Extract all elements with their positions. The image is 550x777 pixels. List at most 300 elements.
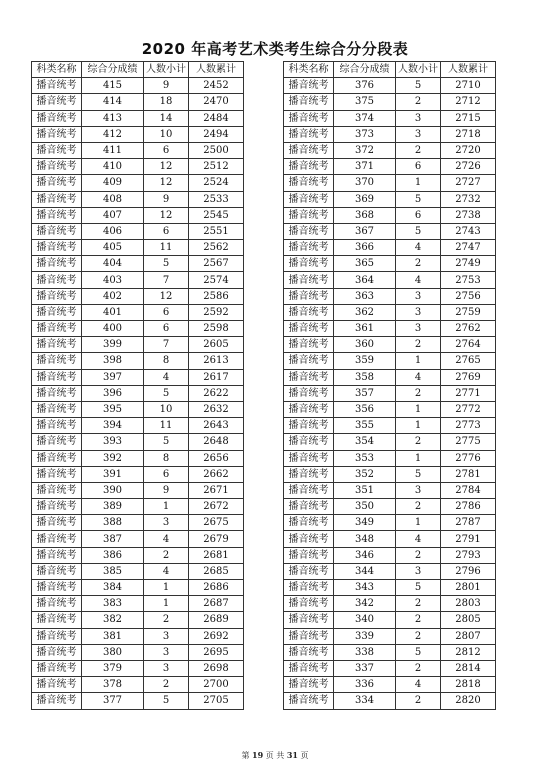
table-row [32, 207, 244, 223]
score-cell: 342 [334, 596, 396, 612]
table-row [284, 628, 496, 644]
table-row [32, 693, 244, 709]
column-header: 综合分成绩 [334, 62, 396, 78]
subject-cell: 播音统考 [32, 418, 82, 434]
subject-cell: 播音统考 [32, 401, 82, 417]
cumulative-cell: 2613 [189, 353, 244, 369]
table-row [284, 223, 496, 239]
cumulative-cell: 2643 [189, 418, 244, 434]
subject-cell: 播音统考 [284, 450, 334, 466]
cumulative-cell: 2671 [189, 482, 244, 498]
cumulative-cell: 2598 [189, 321, 244, 337]
score-cell: 362 [334, 304, 396, 320]
table-row [284, 126, 496, 142]
table-row [32, 482, 244, 498]
score-cell: 366 [334, 240, 396, 256]
score-cell: 334 [334, 693, 396, 709]
cumulative-cell: 2679 [189, 531, 244, 547]
table-row [32, 418, 244, 434]
score-cell: 406 [82, 223, 144, 239]
subject-cell: 播音统考 [284, 272, 334, 288]
cumulative-cell: 2567 [189, 256, 244, 272]
score-cell: 358 [334, 369, 396, 385]
subject-cell: 播音统考 [32, 94, 82, 110]
subject-cell: 播音统考 [32, 450, 82, 466]
subject-cell: 播音统考 [32, 240, 82, 256]
cumulative-cell: 2715 [441, 110, 496, 126]
cumulative-cell: 2759 [441, 304, 496, 320]
score-cell: 398 [82, 353, 144, 369]
count-cell: 5 [396, 78, 441, 94]
table-row [284, 159, 496, 175]
count-cell: 2 [396, 547, 441, 563]
count-cell: 2 [396, 612, 441, 628]
subject-cell: 播音统考 [32, 531, 82, 547]
table-row [32, 272, 244, 288]
subject-cell: 播音统考 [284, 288, 334, 304]
table-row [284, 499, 496, 515]
subject-cell: 播音统考 [32, 466, 82, 482]
score-cell: 409 [82, 175, 144, 191]
count-cell: 1 [396, 401, 441, 417]
cumulative-cell: 2484 [189, 110, 244, 126]
count-cell: 6 [144, 223, 189, 239]
score-cell: 402 [82, 288, 144, 304]
count-cell: 3 [144, 515, 189, 531]
count-cell: 2 [144, 677, 189, 693]
count-cell: 5 [396, 580, 441, 596]
subject-cell: 播音统考 [32, 353, 82, 369]
cumulative-cell: 2470 [189, 94, 244, 110]
cumulative-cell: 2533 [189, 191, 244, 207]
subject-cell: 播音统考 [32, 142, 82, 158]
count-cell: 2 [396, 142, 441, 158]
table-row [284, 175, 496, 191]
column-header: 人数累计 [441, 62, 496, 78]
subject-cell: 播音统考 [32, 644, 82, 660]
subject-cell: 播音统考 [32, 515, 82, 531]
table-row [32, 660, 244, 676]
table-row [32, 401, 244, 417]
cumulative-cell: 2812 [441, 644, 496, 660]
table-row [284, 596, 496, 612]
score-cell: 340 [334, 612, 396, 628]
subject-cell: 播音统考 [284, 644, 334, 660]
subject-cell: 播音统考 [284, 660, 334, 676]
score-cell: 403 [82, 272, 144, 288]
score-cell: 369 [334, 191, 396, 207]
subject-cell: 播音统考 [32, 321, 82, 337]
count-cell: 4 [396, 240, 441, 256]
subject-cell: 播音统考 [32, 693, 82, 709]
subject-cell: 播音统考 [32, 369, 82, 385]
table-row [284, 677, 496, 693]
table-row [32, 304, 244, 320]
score-cell: 372 [334, 142, 396, 158]
count-cell: 2 [396, 434, 441, 450]
count-cell: 2 [396, 256, 441, 272]
score-cell: 395 [82, 401, 144, 417]
subject-cell: 播音统考 [32, 482, 82, 498]
column-header: 科类名称 [32, 62, 82, 78]
score-cell: 413 [82, 110, 144, 126]
subject-cell: 播音统考 [32, 207, 82, 223]
score-cell: 356 [334, 401, 396, 417]
table-row [284, 563, 496, 579]
subject-cell: 播音统考 [284, 337, 334, 353]
table-row [284, 418, 496, 434]
cumulative-cell: 2818 [441, 677, 496, 693]
cumulative-cell: 2753 [441, 272, 496, 288]
count-cell: 3 [396, 321, 441, 337]
score-cell: 346 [334, 547, 396, 563]
cumulative-cell: 2675 [189, 515, 244, 531]
table-row [284, 110, 496, 126]
subject-cell: 播音统考 [284, 434, 334, 450]
subject-cell: 播音统考 [284, 385, 334, 401]
count-cell: 8 [144, 353, 189, 369]
count-cell: 6 [144, 321, 189, 337]
count-cell: 7 [144, 272, 189, 288]
cumulative-cell: 2692 [189, 628, 244, 644]
subject-cell: 播音统考 [284, 563, 334, 579]
score-cell: 360 [334, 337, 396, 353]
cumulative-cell: 2738 [441, 207, 496, 223]
count-cell: 18 [144, 94, 189, 110]
cumulative-cell: 2512 [189, 159, 244, 175]
count-cell: 9 [144, 191, 189, 207]
table-row [32, 175, 244, 191]
score-cell: 401 [82, 304, 144, 320]
subject-cell: 播音统考 [32, 434, 82, 450]
cumulative-cell: 2801 [441, 580, 496, 596]
count-cell: 12 [144, 175, 189, 191]
score-cell: 377 [82, 693, 144, 709]
subject-cell: 播音统考 [284, 677, 334, 693]
cumulative-cell: 2695 [189, 644, 244, 660]
score-cell: 404 [82, 256, 144, 272]
cumulative-cell: 2574 [189, 272, 244, 288]
score-cell: 412 [82, 126, 144, 142]
cumulative-cell: 2672 [189, 499, 244, 515]
count-cell: 5 [396, 644, 441, 660]
table-row [284, 207, 496, 223]
cumulative-cell: 2726 [441, 159, 496, 175]
table-row [284, 644, 496, 660]
subject-cell: 播音统考 [284, 110, 334, 126]
subject-cell: 播音统考 [284, 531, 334, 547]
score-cell: 364 [334, 272, 396, 288]
cumulative-cell: 2771 [441, 385, 496, 401]
count-cell: 3 [396, 110, 441, 126]
subject-cell: 播音统考 [284, 304, 334, 320]
score-cell: 400 [82, 321, 144, 337]
column-header: 人数小计 [396, 62, 441, 78]
table-row [284, 515, 496, 531]
cumulative-cell: 2681 [189, 547, 244, 563]
cumulative-cell: 2710 [441, 78, 496, 94]
subject-cell: 播音统考 [284, 401, 334, 417]
cumulative-cell: 2689 [189, 612, 244, 628]
count-cell: 12 [144, 288, 189, 304]
count-cell: 5 [144, 256, 189, 272]
cumulative-cell: 2452 [189, 78, 244, 94]
table-row [284, 191, 496, 207]
score-cell: 391 [82, 466, 144, 482]
count-cell: 4 [396, 531, 441, 547]
score-cell: 379 [82, 660, 144, 676]
cumulative-cell: 2500 [189, 142, 244, 158]
subject-cell: 播音统考 [284, 321, 334, 337]
table-row [284, 288, 496, 304]
subject-cell: 播音统考 [32, 288, 82, 304]
score-cell: 353 [334, 450, 396, 466]
count-cell: 12 [144, 159, 189, 175]
cumulative-cell: 2562 [189, 240, 244, 256]
table-row [284, 660, 496, 676]
table-row [284, 482, 496, 498]
subject-cell: 播音统考 [32, 563, 82, 579]
subject-cell: 播音统考 [284, 207, 334, 223]
table-row [32, 644, 244, 660]
table-row [32, 466, 244, 482]
score-cell: 361 [334, 321, 396, 337]
subject-cell: 播音统考 [284, 369, 334, 385]
table-row [284, 337, 496, 353]
score-cell: 365 [334, 256, 396, 272]
cumulative-cell: 2551 [189, 223, 244, 239]
subject-cell: 播音统考 [284, 126, 334, 142]
subject-cell: 播音统考 [284, 596, 334, 612]
cumulative-cell: 2773 [441, 418, 496, 434]
count-cell: 6 [396, 207, 441, 223]
cumulative-cell: 2718 [441, 126, 496, 142]
cumulative-cell: 2749 [441, 256, 496, 272]
table-header-row [284, 62, 496, 78]
table-row [284, 531, 496, 547]
score-cell: 385 [82, 563, 144, 579]
score-cell: 396 [82, 385, 144, 401]
subject-cell: 播音统考 [284, 499, 334, 515]
subject-cell: 播音统考 [32, 256, 82, 272]
table-row [32, 337, 244, 353]
count-cell: 5 [396, 466, 441, 482]
column-header: 综合分成绩 [82, 62, 144, 78]
table-row [32, 369, 244, 385]
score-cell: 387 [82, 531, 144, 547]
cumulative-cell: 2712 [441, 94, 496, 110]
count-cell: 1 [144, 580, 189, 596]
count-cell: 1 [144, 499, 189, 515]
cumulative-cell: 2720 [441, 142, 496, 158]
table-row [284, 612, 496, 628]
count-cell: 5 [144, 434, 189, 450]
cumulative-cell: 2805 [441, 612, 496, 628]
table-row [32, 563, 244, 579]
page-number: 19 [252, 750, 264, 760]
count-cell: 4 [144, 563, 189, 579]
score-table-left [31, 61, 244, 710]
cumulative-cell: 2698 [189, 660, 244, 676]
count-cell: 2 [396, 385, 441, 401]
subject-cell: 播音统考 [32, 191, 82, 207]
count-cell: 6 [396, 159, 441, 175]
count-cell: 5 [396, 223, 441, 239]
score-cell: 359 [334, 353, 396, 369]
cumulative-cell: 2743 [441, 223, 496, 239]
table-row [284, 321, 496, 337]
table-row [32, 321, 244, 337]
table-row [32, 191, 244, 207]
score-cell: 392 [82, 450, 144, 466]
count-cell: 1 [144, 596, 189, 612]
subject-cell: 播音统考 [32, 628, 82, 644]
table-row [284, 353, 496, 369]
table-row [32, 580, 244, 596]
score-cell: 397 [82, 369, 144, 385]
score-cell: 370 [334, 175, 396, 191]
subject-cell: 播音统考 [32, 159, 82, 175]
subject-cell: 播音统考 [284, 418, 334, 434]
count-cell: 3 [396, 563, 441, 579]
score-cell: 386 [82, 547, 144, 563]
subject-cell: 播音统考 [284, 223, 334, 239]
subject-cell: 播音统考 [284, 580, 334, 596]
count-cell: 2 [396, 94, 441, 110]
score-cell: 355 [334, 418, 396, 434]
table-row [284, 401, 496, 417]
cumulative-cell: 2803 [441, 596, 496, 612]
subject-cell: 播音统考 [284, 175, 334, 191]
subject-cell: 播音统考 [284, 482, 334, 498]
score-cell: 407 [82, 207, 144, 223]
count-cell: 4 [396, 369, 441, 385]
count-cell: 2 [144, 547, 189, 563]
cumulative-cell: 2727 [441, 175, 496, 191]
table-row [284, 272, 496, 288]
count-cell: 1 [396, 175, 441, 191]
score-cell: 363 [334, 288, 396, 304]
cumulative-cell: 2605 [189, 337, 244, 353]
count-cell: 2 [396, 499, 441, 515]
subject-cell: 播音统考 [32, 337, 82, 353]
cumulative-cell: 2524 [189, 175, 244, 191]
table-row [32, 256, 244, 272]
cumulative-cell: 2732 [441, 191, 496, 207]
column-header: 科类名称 [284, 62, 334, 78]
score-cell: 343 [334, 580, 396, 596]
table-body [284, 78, 496, 709]
page-footer [0, 750, 550, 761]
cumulative-cell: 2705 [189, 693, 244, 709]
score-cell: 344 [334, 563, 396, 579]
table-row [284, 142, 496, 158]
table-row [32, 499, 244, 515]
score-cell: 373 [334, 126, 396, 142]
count-cell: 8 [144, 450, 189, 466]
count-cell: 2 [396, 660, 441, 676]
count-cell: 9 [144, 482, 189, 498]
table-row [284, 78, 496, 94]
count-cell: 1 [396, 450, 441, 466]
cumulative-cell: 2764 [441, 337, 496, 353]
subject-cell: 播音统考 [284, 466, 334, 482]
score-cell: 405 [82, 240, 144, 256]
count-cell: 3 [144, 644, 189, 660]
score-cell: 376 [334, 78, 396, 94]
score-cell: 352 [334, 466, 396, 482]
table-row [284, 450, 496, 466]
table-row [32, 78, 244, 94]
cumulative-cell: 2686 [189, 580, 244, 596]
table-row [32, 450, 244, 466]
cumulative-cell: 2772 [441, 401, 496, 417]
table-row [284, 385, 496, 401]
count-cell: 10 [144, 401, 189, 417]
score-cell: 378 [82, 677, 144, 693]
table-row [284, 240, 496, 256]
page-total: 31 [286, 750, 298, 760]
table-row [32, 612, 244, 628]
cumulative-cell: 2762 [441, 321, 496, 337]
table-row [284, 256, 496, 272]
count-cell: 2 [396, 337, 441, 353]
cumulative-cell: 2617 [189, 369, 244, 385]
table-row [32, 628, 244, 644]
subject-cell: 播音统考 [32, 547, 82, 563]
count-cell: 4 [396, 272, 441, 288]
table-body [32, 78, 244, 709]
page-title: 2020 年高考艺术类考生综合分分段表 [141, 40, 409, 58]
cumulative-cell: 2775 [441, 434, 496, 450]
subject-cell: 播音统考 [284, 693, 334, 709]
cumulative-cell: 2648 [189, 434, 244, 450]
count-cell: 5 [144, 385, 189, 401]
score-cell: 389 [82, 499, 144, 515]
table-row [32, 288, 244, 304]
subject-cell: 播音统考 [284, 159, 334, 175]
score-cell: 350 [334, 499, 396, 515]
count-cell: 4 [144, 369, 189, 385]
subject-cell: 播音统考 [284, 142, 334, 158]
table-row [32, 677, 244, 693]
cumulative-cell: 2662 [189, 466, 244, 482]
score-cell: 381 [82, 628, 144, 644]
table-row [32, 240, 244, 256]
score-cell: 351 [334, 482, 396, 498]
table-row [32, 596, 244, 612]
score-cell: 336 [334, 677, 396, 693]
subject-cell: 播音统考 [32, 499, 82, 515]
subject-cell: 播音统考 [284, 240, 334, 256]
count-cell: 2 [144, 612, 189, 628]
table-row [284, 369, 496, 385]
table-row [32, 223, 244, 239]
cumulative-cell: 2494 [189, 126, 244, 142]
subject-cell: 播音统考 [284, 612, 334, 628]
count-cell: 1 [396, 418, 441, 434]
cumulative-cell: 2586 [189, 288, 244, 304]
score-cell: 368 [334, 207, 396, 223]
table-row [32, 353, 244, 369]
subject-cell: 播音统考 [284, 628, 334, 644]
count-cell: 4 [144, 531, 189, 547]
table-row [284, 466, 496, 482]
count-cell: 3 [396, 482, 441, 498]
score-cell: 393 [82, 434, 144, 450]
count-cell: 4 [396, 677, 441, 693]
count-cell: 1 [396, 515, 441, 531]
